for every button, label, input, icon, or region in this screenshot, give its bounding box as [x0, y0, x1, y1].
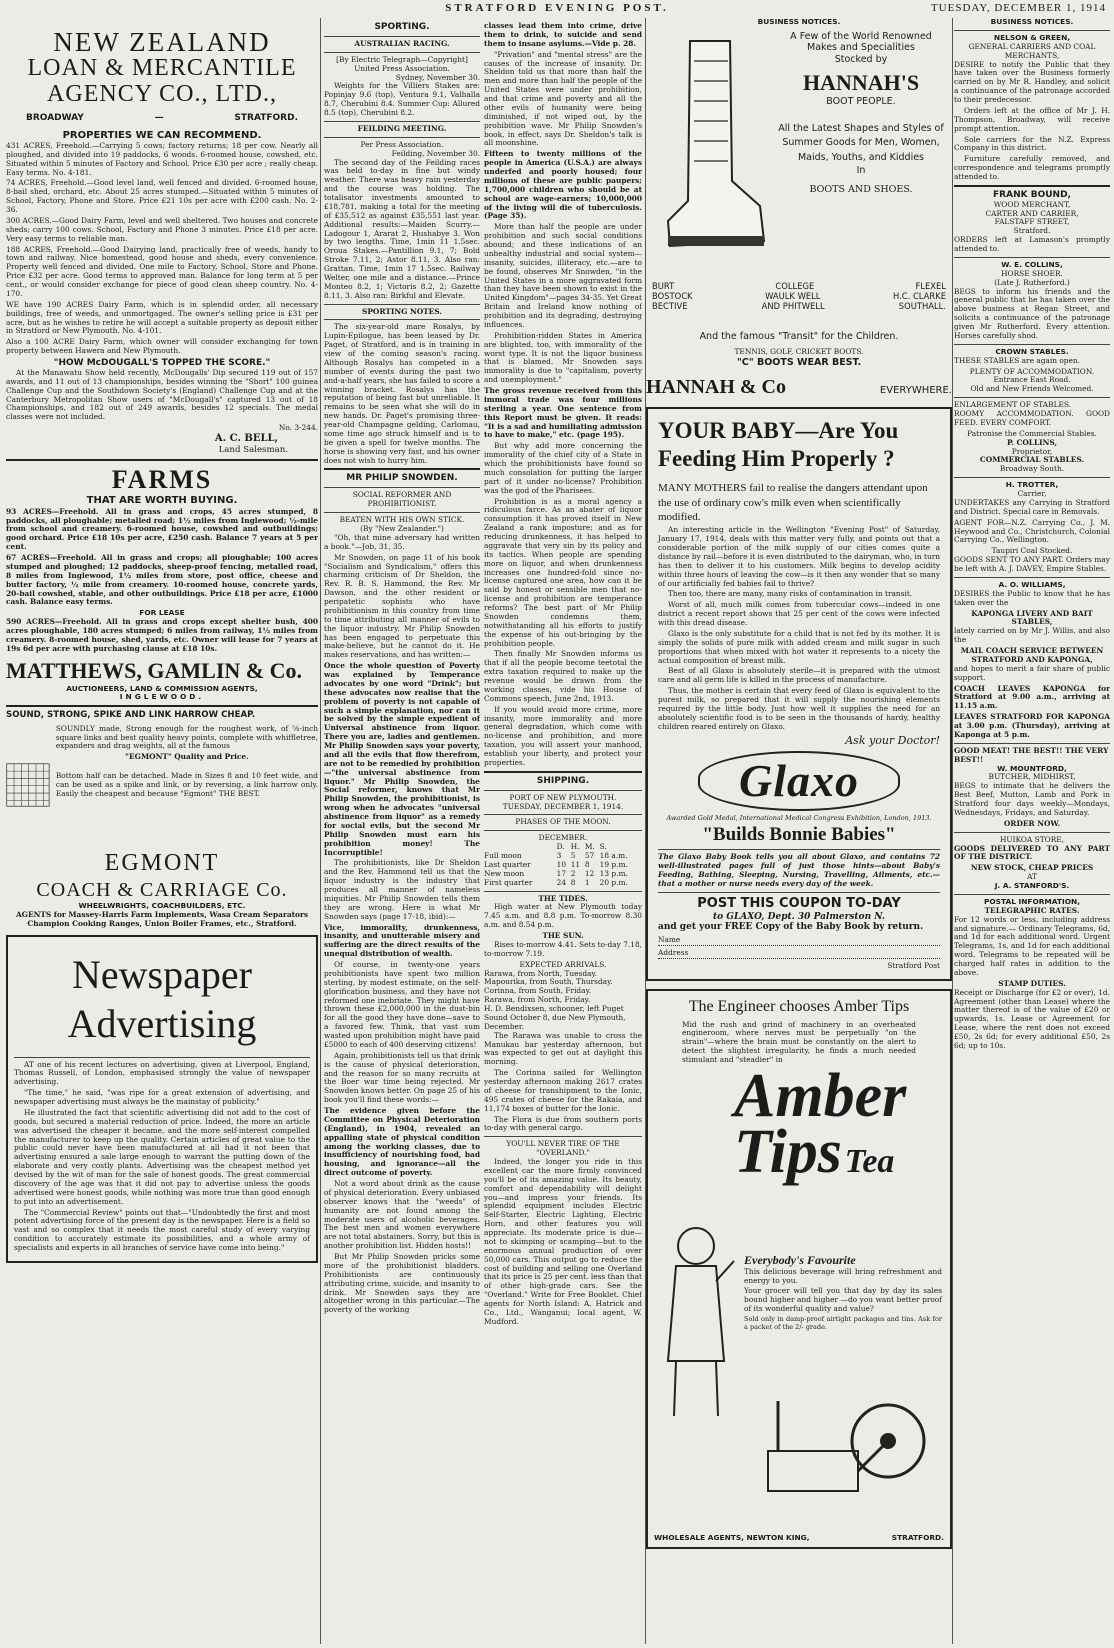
collins-sub2: (Late J. Rutherford.) — [994, 277, 1070, 287]
snowden-byline: (By "New Zealander.") — [360, 524, 444, 534]
amber-sold: Sold only in damp-proof airtight packages and tins. Ask for a packet of the 2/- grade. — [744, 1315, 942, 1331]
overland-body: Indeed, the longer you ride in this excellent car the more firmly convinced you'll be of its amazing value. Its beauty, comfort and dependability will delight you—and impress your friends. Its splendid equipment includes Electric Self-Starter, Electric Lighting, Electric Horn, and other features you will appreciate. Its moderate price is due—not to skimping or scamping—but to the enormous annual production of over 50,000 cars. This output go to reduce the cost of building and selling one Overland that its price is 25 per cent. less than that of other high-grade cars. See the "Overland." Write for Free Booklet. Chief agents for North Island: A. Hatrick and Co., Ltd., Wanganui; local agent, W. Mudford. — [484, 1157, 642, 1326]
coach-leaves: COACH LEAVES KAPONGA for Stratford at 9.00 a.m., arriving at 11.15 a.m. — [954, 683, 1110, 711]
nz-title-1: NEW ZEALAND — [53, 27, 271, 57]
sun-head: THE SUN. — [542, 931, 584, 941]
snowden-para: Prohibition is as a moral agency a ridiculous farce. As an abater of liquor consumption it has proved itself in New Zealand a rank imposture; and as for reducing drunkenness, it has helped to aggravate that very sin by its policy and its tactics. When people are spending more on liquor, and when drunkenness increases one hundred-fold since no-license captured one area, how can it be said by honest or sensible men that no-license and prohibition are temperance reforms? The best part of Mr Philip Snowden condemns them, notwithstanding all his efforts to justify the expense of his out-bringing by the prohibition people. — [484, 496, 642, 648]
hannah-in: In — [856, 164, 866, 176]
snowden-quote: classes lead them into crime, drive them to drink, to suicide and send them to insane asylums.—Vide p. 28. — [484, 21, 642, 48]
glaxo-post: POST THIS COUPON TO-DAY — [697, 895, 901, 911]
nelson-e: Furniture carefully removed, and correspondence and telegrams promptly attended to. — [954, 154, 1110, 181]
glaxo-ask: Ask your Doctor! — [845, 733, 940, 747]
good-meat: GOOD MEAT! THE BEST!! THE VERY BEST!! — [954, 745, 1109, 764]
hannah-footer-r: EVERYWHERE. — [879, 384, 952, 396]
nz-addr-right: STRATFORD. — [234, 112, 298, 123]
stamp-head: STAMP DUTIES. — [998, 978, 1066, 988]
snowden-para: Again, prohibitionists tell us that drink is the cause of physical deterioration, and the reason for so many recruits at the Boer war time being rejected. Mr Snowden knows better. On page 25 of his book you'll find these words:— — [324, 1050, 480, 1105]
matthews-sub1: AUCTIONEERS, LAND & COMMISSION AGENTS, — [66, 683, 258, 693]
harrow-name: "EGMONT" Quality and Price. — [125, 752, 249, 762]
moon-head: PHASES OF THE MOON. — [515, 817, 611, 827]
property-item: 74 ACRES, Freehold.—Good level land, well fenced and divided. 6-roomed house, 8-bail shed, orchard, etc. About 25 acres stumped.—Situated within 5 minutes of School, Factory, Phone and Store. Price £21 10s per acre with £200 cash. No. 2-36. — [6, 178, 318, 214]
snowden-quote: The gross revenue received from this immoral trade was four millions sterling a year. One sentence from this Report must be given. It reads: "It is a sad and humiliating admission to have to make," etc. (page 195). — [484, 386, 642, 440]
egmont-title-2: COACH & CARRIAGE Co. — [36, 879, 288, 901]
moon-cell: 8 — [570, 877, 576, 887]
bound-sub: WOOD MERCHANT, — [993, 199, 1071, 209]
nz-title-2: LOAN & MERCANTILE — [27, 55, 297, 82]
newspaper-advertising-article — [6, 935, 318, 1263]
at: AT — [1027, 872, 1037, 882]
harrow-body-2: Bottom half can be detached. Made in Sizes 8 and 10 feet wide, and can be used as a spike and link, or by reversing, a link harrow only. Easily the cheapest and because "Egmont" THE BEST. — [55, 771, 318, 798]
collins-head: W. E. COLLINS, — [1001, 259, 1063, 269]
moon-phase: Last quarter — [484, 859, 531, 869]
hannah-l2: Makes and Specialities — [807, 42, 915, 54]
brand: FLEXEL — [915, 280, 946, 291]
feilding-body: The second day of the Feilding races was held to-day in fine but windy weather. There was heavy rain yesterday and the course was holding. The totalisator investments amounted to £18,781, making a total for the meeting of £35,512 as against £35,551 last year. Additional results:—Maiden Scurry.—Ladogour 1, Ararat 2, Hushabye 3. Won by two lengths. Time, 1min 11 1.5sec. Oroua Stakes.—Pantillion 9.1, 7; Bold Stroke 7.11, 2; Astor 8.11, 3. Also ran: Grattan. Time, 1min 17 1.5sec. Railway Welter, one mile and a distance.—Prince Monteo 8.2, 1; Victoris 8.2, 2; Gazette 8.11, 3. Also ran: Birkful and Elevate. — [324, 157, 480, 300]
snowden-quote: Fifteen to twenty millions of the people in America (U.S.A.) are always underfed and poorly housed; four millions of these are public paupers; 1,700,000 children who should be at school are wage-earners; 10,000,000 of the living will die of tuberculosis. (Page 35). — [484, 149, 642, 221]
moon-cell: 19 p.m. — [599, 859, 628, 869]
overland-head: YOU'LL NEVER TIRE OF THE "OVERLAND." — [506, 1139, 620, 1158]
hannah-transit: And the famous "Transit" for the Children. — [699, 330, 899, 342]
snowden-para: Not a word about drink as the cause of physical deterioration. Every unbiased observer knows that the "weeds" of humanity are not found among the moderate users of alcoholic beverages. The best men and women everywhere are not total abstainers. Sorry, but this is another prohibition list. Hidden hosts!! — [324, 1179, 480, 1251]
moon-table — [484, 843, 642, 887]
arrival-item: Rarawa, from North, Friday. — [484, 995, 591, 1005]
column-4 — [954, 18, 1110, 1644]
matthews-sub2: INGLEWOOD. — [119, 692, 205, 702]
tides-body: High water at New Plymouth today 7.45 a.m. and 8.8 p.m. To-morrow 8.30 a.m. and 8.54 p.m. — [484, 902, 642, 930]
williams-body: DESIRES the Public to know that he has taken over the — [954, 588, 1110, 607]
column-1 — [6, 18, 318, 1644]
order-now: ORDER NOW. — [1003, 818, 1061, 828]
moon-cell: 57 — [584, 851, 595, 861]
farms-sub: THAT ARE WORTH BUYING. — [86, 495, 238, 507]
moon-cell: 3 — [556, 851, 562, 861]
moon-cell: 5 — [570, 851, 576, 861]
glaxo-h2: Feeding Him Properly ? — [658, 446, 895, 472]
nelson-d: Sole carriers for the N.Z. Express Company in this district. — [954, 134, 1110, 153]
amber-grocer: Your grocer will tell you that day by day its sales bound higher and higher —do you want better proof of its wonderful quality and value? — [744, 1286, 942, 1314]
snowden-quote: Vice, immorality, drunkenness, insanity, and unutterable misery and suffering are the direct results of the unequal distribution of wealth. — [324, 922, 480, 959]
new-stock: NEW STOCK, CHEAP PRICES — [970, 863, 1094, 873]
glaxo-award: Awarded Gold Medal, International Medical Congress Exhibition, London, 1913. — [666, 814, 932, 823]
glaxo-slogan: "Builds Bonnie Babies" — [702, 823, 896, 845]
moon-cell: 1 — [584, 877, 590, 887]
roomy: ROOMY ACCOMMODATION. GOOD FEED. EVERY COMFORT. — [954, 409, 1110, 427]
moon-cell: 24 — [556, 877, 567, 887]
property-item: 431 ACRES, Freehold.—Carrying 5 cows; factory returns; 18 per cow. Nearly all ploughed, and divided into 19 paddocks, 6 woods. 6-roomed house, cowshed, etc. Situated within 5 minutes of Factory and School. Price £30 per acre ; really cheap. Easy terms. No. 4-181. — [6, 140, 318, 177]
snowden-para: But Mr Philip Snowden pricks some more of the prohibitionist bladders. Prohibitionists are continuously attributing crime, suicide, and insanity to drink. Mr Snowden says they are altogether wrong in this particular.—The poverty of the working — [324, 1252, 480, 1315]
bound-head: FRANK BOUND, — [993, 189, 1071, 200]
enlargement: ENLARGEMENT OF STABLES. — [954, 400, 1072, 410]
tides-head: THE TIDES. — [538, 893, 588, 903]
moon-phase: New moon — [484, 868, 525, 878]
snowden-para: Then finally Mr Snowden informs us that if all the people become teetotal the extra taxation required to make up the revenue would be drawn from the working classes, vide his House of Commons speech, June 2nd, 1913. — [484, 649, 642, 703]
harrow-body: SOUNDLY made, Strong enough for the roughest work, of ⅝-inch square links and best quality heavy points, complete with whiffletree, expanders and drag weights, all at the famous — [55, 723, 318, 751]
moon-col: D. — [556, 842, 565, 852]
bound-sub3: FALSTAFF STREET, — [994, 217, 1070, 227]
arrival-item: H. D. Bendixsen, schooner, left Puget Sound October 8, due New Plymouth, December. — [484, 1004, 626, 1031]
coupon-address-field[interactable]: Address — [658, 949, 940, 959]
hannah-sub: BOOT PEOPLE. — [826, 96, 896, 108]
glaxo-logo: Glaxo — [698, 751, 900, 811]
na-title-1: Newspaper — [72, 952, 252, 998]
crown-c: PLENTY OF ACCOMMODATION. — [969, 366, 1095, 376]
snowden-quote: The evidence given before the Committee on Physical Deterioration (England), in 1904, revealed an appalling state of physical condition among the working classes, due to insufficiency of nourishing food, bad housing, and ignorance—all the direct outcome of poverty. — [324, 1106, 480, 1178]
brand: H.C. CLARKE — [892, 291, 946, 302]
na-para: AT one of his recent lectures on advertising, given at Liverpool, England, Thomas Russell, of London, emphasised strongly the value of newspaper advertising. — [14, 1059, 310, 1087]
feilding-head: FEILDING MEETING. — [357, 123, 447, 133]
postal-head: POSTAL INFORMATION, — [983, 896, 1080, 906]
collins-body: BEGS to inform his friends and the general public that he has taken over the above business at Regan Street, and solicits a continuance of the patronage given Mr Rutherford. Every attention. Horses carefully shod. — [954, 286, 1110, 340]
crown-b: THESE STABLES are again open. — [954, 355, 1080, 365]
egmont-agents: AGENTS for Massey-Harris Farm Implements, Wasa Cream Separators Champion Cooking Ranges, Union Boiler Frames, etc., Stratford. — [15, 910, 309, 929]
rarawa-note: The Rarawa was unable to cross the Manukau bar yesterday afternoon, but was expected to get out at daylight this morning. — [484, 1030, 642, 1067]
glaxo-para: Then too, there are many, many risks of contamination in transit. — [668, 589, 913, 599]
masthead-title: STRATFORD EVENING POST. — [445, 2, 669, 14]
egmont-sub: WHEELWRIGHTS, COACHBUILDERS, ETC. — [78, 901, 246, 911]
arrivals-head: EXPECTED ARRIVALS. — [519, 959, 607, 969]
glaxo-paper: Stratford Post — [887, 961, 940, 971]
arrival-item: Corinna, from South, Friday. — [484, 986, 592, 996]
huikoa: HUIKOA STORE, — [999, 834, 1065, 844]
prop: Proprietor, — [1011, 446, 1053, 456]
amber-foot-r: STRATFORD. — [891, 1533, 944, 1543]
nelson-body: DESIRE to notify the Public that they have taken over the Business formerly carried on by Mr R. Handley, and solicit a continuance of the patronage accorded to their predecessor. — [954, 59, 1110, 104]
glaxo-get: and get your FREE Copy of the Baby Book by return. — [658, 922, 924, 933]
column-2b — [484, 18, 642, 1644]
flora-note: The Flora is due from southern ports to-day with general cargo. — [484, 1114, 642, 1133]
glaxo-to: to GLAXO, Dept. 30 Palmerston N. — [712, 911, 886, 922]
arrivals-list — [484, 970, 642, 1032]
stanford: J. A. STANFORD'S. — [994, 881, 1070, 891]
masthead-date: TUESDAY, DECEMBER 1, 1914 — [930, 2, 1106, 14]
tele-body: For 12 words or less, including address and signature.— Ordinary Telegrams, 6d, and 1d for each additional word. Urgent Telegrams, 1s, and 1d for each additional word. Telegrams to be repeated will be charged half rates in addition to the above. — [954, 914, 1110, 977]
patron: Patronise the Commercial Stables. — [967, 428, 1097, 438]
harrow-illustration — [6, 725, 50, 845]
trotter-goods: GOODS SENT TO ANY PART. Orders may be left with A. J. DAVEY, Empire Stables. — [954, 555, 1110, 574]
snowden-sub2: BEATEN WITH HIS OWN STICK. — [339, 515, 465, 525]
lease-heading: FOR LEASE — [139, 608, 185, 618]
moon-col: M. — [584, 842, 595, 852]
hannah-l1: A Few of the World Renowned — [790, 30, 932, 42]
shipping-date: TUESDAY, DECEMBER 1, 1914. — [502, 801, 624, 811]
corinna-note: The Corinna sailed for Wellington yesterday afternoon making 2617 crates of cheese for transhipment to the Ionic, 495 crates of cheese for the Rakaia, and 11,174 boxes of butter for the Ionic. — [484, 1068, 642, 1113]
commercial: COMMERCIAL STABLES. — [979, 455, 1085, 465]
racing-body: Weights for the Villiers Stakes are: Popinjay 9.6 (top), Ventura 9.1, Valhalla 8.7, Cherubini 8.4. Summer Cup: Allured 8.5 (top), Cherubini 8.2. — [324, 81, 480, 118]
brand: COLLEGE — [775, 280, 815, 291]
moon-cell: 11 — [570, 859, 581, 869]
notes-head: SPORTING NOTES. — [362, 306, 442, 316]
nelson-sub: GENERAL CARRIERS AND COAL MERCHANTS, — [968, 41, 1096, 60]
property-item: WE have 190 ACRES Dairy Farm, which is in splendid order, all necessary buildings, free of weeds, and unmortgaged. The owner's selling price is £31 per acre, but as he wishes to retire he will accept a suitable property as deposit either in Stratford or New Plymouth. No. 4-101. — [6, 299, 318, 336]
agent-role: Land Salesman. — [218, 445, 288, 456]
moon-cell: 18 a.m. — [599, 851, 628, 861]
nz-addr-mid: — — [154, 112, 164, 123]
pcollins: P. COLLINS, — [1006, 437, 1058, 447]
feilding-dateline: Feilding, November 30. — [391, 148, 480, 158]
snowden-sub: SOCIAL REFORMER AND PROHIBITIONIST. — [352, 490, 452, 509]
trotter-agent: AGENT FOR—N.Z. Carrying Co., J. M. Heywood and Co., Christchurch, Colonial Carrying Co., Wellington. — [954, 517, 1110, 545]
snowden-quote: Once the whole question of Poverty was explained by Temperance advocates by one word "Drink"; but these advocates now realise that the problem of poverty is not capable of such a simple explanation, nor can it be solved by the simple expedient of Universal abstinence from liquor. There you are, ladies and gentlemen. Mr Philip Snowden says your poverty, and all the evils that flow therefrom, are not to be remedied by prohibition—"the universal abstinence from liquor." Mr Philip Snowden, the Social reformer, knows that Mr Philip Snowden, the prohibitionist, is wrong when he advocates "universal abstinence from liquor" as a remedy for social evils, but the second Mr Philip Snowden must earn his prohibition money! The Incorruptible! — [324, 661, 480, 857]
nz-loan-ad — [6, 28, 318, 456]
brand: SOUTHALL. — [898, 301, 946, 312]
arrival-item: Mapourika, from South, Thursday. — [484, 977, 613, 987]
stamp-body: Receipt or Discharge (for £2 or over), 1d. Agreement (other than Lease) where the matter thereof is of the value of £20 or upwards, 1s. Lease or Agreement for Lease, where the rent does not exceed £50, 2s 6d; for every additional £50, 2s 6d; up to 10s. — [954, 987, 1110, 1050]
crown-head: CROWN STABLES. — [995, 346, 1069, 356]
property-item: Also a 100 ACRE Dairy Farm, which owner will consider exchanging for town property between Hawera and New Plymouth. — [6, 337, 318, 356]
amber-fav-body: This delicious beverage will bring refreshment and energy to you. — [744, 1266, 942, 1285]
biz-head: BUSINESS NOTICES. — [757, 18, 841, 26]
hannah-boots: BOOTS AND SHOES. — [809, 184, 913, 196]
nz-addr-left: BROADWAY — [26, 112, 84, 123]
amber-logo-tea: Tea — [844, 1142, 895, 1180]
brand: WAULK WELL — [765, 291, 821, 302]
mountford-head: W. MOUNTFORD, — [997, 763, 1067, 773]
snowden-para: But why add more concerning the immorality of the chief city of a State in which the prohibitionists have found so much consolation for putting the larger part of it under no-license? Prohibition was the god of the Pharisees. — [484, 441, 642, 495]
score-heading: "HOW McDOUGALL'S TOPPED THE SCORE." — [53, 358, 271, 368]
collins-sub: HORSE SHOER. — [1001, 268, 1063, 278]
bound-body: ORDERS left at Lamason's promptly attended to. — [954, 235, 1110, 254]
hannah-tennis: TENNIS, GOLF, CRICKET BOOTS. — [734, 347, 864, 357]
glaxo-lead: MANY MOTHERS fail to realise the dangers attendant upon the use of ordinary cow's milk even when scientifically modified. — [658, 482, 928, 523]
shipping-head: SHIPPING. — [536, 775, 590, 786]
lease-item: 590 ACRES—Freehold. All in grass and crops except shelter bush, 400 acres ploughable, 180 acres stumped; 6 miles from railway, 1½ miles from creamery. 8-roomed house, shed, yards, etc. Owner will lease for 7 years at 19s 6d per acre with purchasing clause at £18 10s. — [6, 617, 318, 653]
trotter-body: UNDERTAKES any Carrying in Stratford and District. Special care in Removals. — [954, 497, 1110, 516]
amber-tips-ad — [646, 989, 952, 1549]
bound-sub4: Stratford. — [1013, 226, 1051, 236]
engine-illustration — [758, 1391, 928, 1501]
bound-sub2: CARTER AND CARRIER, — [985, 208, 1079, 218]
brand: AND PHITWELL — [761, 301, 825, 312]
notes-body: The six-year-old mare Rosalys, by Lupin-Epilogue, has been leased by Dr. Paget, of Stratford, and is in training in view of the coming season's racing. Although Rosalys has competed in a number of events during the past two and-a-half years, she has failed to score a winning bracket. Rosalys has the reputation of being fast but unreliable. It remains to be seen what she will do in new hands. Dr. Paget's promising three-year-old Champagne gelding, Carlomau, some time ago struck himself and is to be given a spell for twelve months. The horse is showing very fast, and his owner does not wish to hurry him. — [324, 322, 480, 465]
crown-e: Old and New Friends Welcomed. — [970, 384, 1094, 394]
agent-name: A. C. BELL, — [214, 433, 278, 445]
hannah-footer-l: HANNAH & Co — [646, 375, 786, 398]
moon-phase: First quarter — [484, 877, 533, 887]
hannah-ad — [646, 31, 952, 331]
moon-col: S. — [599, 842, 607, 852]
column-rule — [320, 18, 321, 1644]
brand: BECTIVE — [652, 301, 688, 312]
moon-cell: 2 — [570, 868, 576, 878]
moon-cell: 12 — [584, 868, 595, 878]
harrow-ad — [6, 710, 318, 929]
nelson-c: Orders left at the office of Mr J. H. Thompson, Broadway, will receive prompt attention. — [954, 105, 1110, 133]
mountford-sub: BUTCHER, MIDHIRST, — [988, 772, 1076, 782]
hannah-c: "C" BOOTS WEAR BEST. — [736, 357, 862, 369]
na-para: He illustrated the fact that scientific advertising did not add to the cost of goods, but secured a material reduction of price. Indeed, the more an article was advertised the cheaper it became, and the more self-interest compelled the manufacturer to keep up the quality. Certain articles of great value to the public could never have been manufactured at all had it not been that advertising ensured a sale large enough to warrant the putting down of the elaborate and very costly plants. Advertising was the cheapest method yet devised by the wit of man for the sale of honest goods. The great commercial discovery of the age was that it did not pay to advertise unless the goods advertised were honest goods, while nothing was more true than good enough to put into an advertisement. — [14, 1107, 310, 1206]
masthead — [0, 2, 1114, 18]
feilding-src: Per Press Association. — [360, 139, 444, 149]
amber-body: Mid the rush and grind of machinery in an overheated engineroom, where nerves must be perpetually "on the strain"—where the brain must be constantly on the alert to detect the slightest irregularity, he finds a much needed stimulant and "steadier" in — [682, 1019, 916, 1065]
property-item: 300 ACRES.—Good Dairy Farm, level and well sheltered. Two houses and concrete sheds; carry 100 cows. School, Factory and Phone 3 minutes. Price £18 per acre. Very easy terms to reliable man. — [6, 215, 318, 243]
nelson-head: NELSON & GREEN, — [993, 32, 1071, 42]
amber-foot-l: WHOLESALE AGENTS, NEWTON KING, — [654, 1533, 810, 1543]
snowden-para: The prohibitionists, like Dr Sheldon and the Rev. Hammond tell us that the liquor industry is the industry that produces all manner of nameless iniquities. Mr Philip Snowden tells them they are wrong. Here is what Mr Snowden says (page 17-18, ibid):— — [324, 858, 480, 921]
kaponga: KAPONGA LIVERY AND BAIT STABLES, — [971, 608, 1093, 627]
engineer-illustration — [656, 1221, 736, 1421]
trotter-sub: Carrier, — [1017, 489, 1047, 499]
snowden-para: More than half the people are under prohibition and such social conditions abound; and these indications of an unhealthy industrial and social system—insanity, suicides, illiteracy, etc.—are to be found, observes Mr Snowden, "in the United States in a more aggravated form than they have been shown to exist in the United Kingdom"—pages 34-35. Yet Great Britain and Ireland know nothing of prohibition and its degrading, destroying influences. — [484, 222, 642, 329]
racing-src: [By Electric Telegraph—Copyright] United Press Association. — [336, 54, 468, 73]
moon-row — [484, 879, 642, 888]
na-title-2: Advertising — [67, 1000, 257, 1046]
sporting-head: SPORTING. — [374, 22, 430, 32]
snowden-head: MR PHILIP SNOWDEN. — [346, 473, 458, 484]
snowden-para: Mr Snowden, on page 11 of his book "Socialism and Syndicalism," offers this charming criticism of Dr Sheldon, the Rev. R. B. S. Hammond, the Rev. Mr Dawson, and the other resident or peripatetic sophists who have prohibitionism in this country from time to time attributing all manner of evils to the liquor industry. Mr Philip Snowden has been engaged to perpetuate this make-believe, but he cannot do it. He makes reservations, and has written:— — [324, 552, 480, 660]
farms-ad — [6, 464, 318, 702]
mail-b: and hopes to merit a fair share of public support. — [954, 663, 1110, 682]
moon-col: H. — [570, 842, 580, 852]
trotter-head: H. TROTTER, — [1005, 480, 1059, 490]
arrival-item: Rarawa, from North, Tuesday. — [484, 968, 597, 978]
snowden-para: Prohibition-ridden States in America are blighted, too, with immorality of the worst type. It is not the liquor business that is blamed. Mr Snowden says immorality is due to "capitalism, poverty and unemployment." — [484, 330, 642, 385]
nz-title-3: AGENCY CO., LTD., — [47, 80, 277, 107]
glaxo-para: Glaxo is the only substitute for a child that is not fed by its mother. It is simply the solids of pure milk with added cream and milk sugar in such proportions that when mixed with hot water it represents to a nicety the actual composition of breast milk. — [658, 628, 940, 665]
glaxo-h1: YOUR BABY—Are You — [658, 418, 899, 444]
column-3 — [646, 18, 952, 1644]
na-para: The "Commercial Review" points out that—"Undoubtedly the first and most potent advertising force of the present day is the newspaper. Here is a field so vast and so complex that it needs the most careful study of every varying condition to accurately estimate its possibilities, and a whole army of specialists and experts in all branches of service have come into being." — [14, 1207, 310, 1253]
hannah-name: HANNAH'S — [802, 69, 920, 95]
biz-head-right: BUSINESS NOTICES. — [990, 18, 1074, 26]
amber-logo-1: Amber — [734, 1061, 907, 1130]
hannah-l3: Stocked by — [834, 54, 888, 66]
snowden-para: "Oh, that mine adversary had written a book."—Job, 31, 35. — [324, 532, 480, 551]
score-body: At the Manawatu Show held recently, McDougalls' Dip secured 119 out of 157 awards, and 11 out of 13 championships, besides winning the "Short" 100 guinea Challenge Cup and the Southdown Society's (England) Challenge Cup and at the Canterbury Metropolitan Show users of "McDougall's" captured 13 out of 18 Championships, and 182 out of 249 awards, besides 12 specials. The medal classes were not included. — [6, 367, 318, 422]
glaxo-para: An interesting article in the Wellington "Evening Post" of Saturday, January 17, 1914, deals with this matter very fully, and points out that a considerable portion of the milk supply of our cities comes quite a distance by rail—before it is even distributed to the dairyman, who, in turn has then to deliver it to his customers. Milk begins to develop acidity within three hours of leaving the cow—is it then any wonder that so many of our artificially fed babies fail to thrive? — [658, 525, 940, 588]
column-2a — [324, 18, 480, 1644]
sun-body: Rises to-morrow 4.41. Sets to-day 7.18, to-morrow 7.19. — [484, 939, 642, 958]
moon-cell: 17 — [556, 868, 567, 878]
moon-cell: 8 — [584, 859, 590, 869]
snowden-para: "Privation" and "mental stress" are the causes of the increase of insanity. Dr. Sheldon told us that more than half the men and more than half the people of the United States were under prohibition, and that crime and poverty and all the other evils of humanity were being diminished, if not wiped out, by the prohibition wave. Mr Philip Snowden's book, in effect, says Dr. Sheldon's talk is all moonshine. — [484, 49, 642, 148]
bsouth: Broadway South. — [999, 464, 1065, 474]
farm-item: 67 ACRES—Freehold. All in grass and crops; all ploughable; 100 acres stumped and ploughed; 12 paddocks, sheep-proof fencing, metalled road, 8 miles from Inglewood, 1½ miles from store, post office, cheese and butter factory, ½ mile from creamery. 10-roomed house, concrete yards, 20-bail cowshed, stable, and other outbuildings. Price £18 per acre, £1000 cash. Balance easy terms. — [6, 553, 318, 607]
glaxo-ad — [646, 407, 952, 981]
shipping-port: PORT OF NEW PLYMOUTH. — [509, 792, 617, 802]
leaves-stratford: LEAVES STRATFORD FOR KAPONGA at 3.00 p.m. (Thursday), arriving at Kaponga at 5 p.m. — [954, 712, 1110, 739]
hannah-body: All the Latest Shapes and Styles of Summer Goods for Men, Women, Maids, Youths, and Kiddies — [778, 123, 944, 163]
moon-phase: Full moon — [484, 851, 522, 861]
boot-illustration — [660, 31, 770, 271]
brand: BURT — [652, 280, 675, 291]
amber-heading: The Engineer chooses Amber Tips — [688, 998, 910, 1016]
racing-head: AUSTRALIAN RACING. — [354, 38, 450, 48]
kaponga-b: lately carried on by Mr J. Willis, and also the — [954, 626, 1110, 645]
glaxo-book: The Glaxo Baby Book tells you all about Glaxo, and contains 72 well-illustrated pages full of just those hints—about Baby's Feeding, Bathing, Sleeping, Nursing, Travelling, Ailments, etc.—that a mother or nurse needs every day of the week. — [658, 852, 940, 888]
glaxo-para: Thus, the mother is certain that every feed of Glaxo is equivalent to the purest milk, so prepared that it will supply the nourishing elements required by the little body. Just how well it supplies the need for an absolutely scientific food is to be seen in the thousands of hardy, healthy children reared entirely on Glaxo. — [658, 686, 940, 731]
snowden-para: Of course, in twenty-one years prohibitionists have spent two million sterling, by modest estimate, on the self-glorification business, and they have not reformed one inebriate. They might have thrown these £2,000,000 in the dust-bin for all the good they have done—save to a favored few. Think, that vast sum wasted upon prohibition might have paid £5000 to each of 400 deserving citizens! — [324, 960, 480, 1049]
moon-cell: 20 p.m. — [599, 877, 628, 887]
farms-title: FARMS — [111, 464, 213, 494]
mountford-body: BEGS to intimate that he delivers the Best Beef, Mutton, Lamb and Pork in Stratford four days weekly—Mondays, Wednesdays, Fridays, and Saturday. — [954, 781, 1110, 817]
amber-fav: Everybody's Favourite — [744, 1253, 856, 1268]
harrow-heading: SOUND, STRONG, SPIKE AND LINK HARROW CHEAP. — [6, 710, 256, 721]
williams-head: A. O. WILLIAMS, — [998, 579, 1066, 589]
moon-cell: 10 — [556, 859, 567, 869]
trotter-coal: Taupiri Coal Stocked. — [991, 546, 1073, 556]
farm-item: 93 ACRES—Freehold. All in grass and crops, 45 acres stumped, 8 paddocks, all ploughable; metalled road; 1½ miles from Inglewood; ½-mile from school and creamery. 6-roomed house, cowshed and outbuildings; good orchard. Price £18 10s per acre, £250 cash. Balance 7 years at 5 per cent. — [6, 506, 318, 552]
property-item: 188 ACRES, Freehold.—Good Dairying land, practically free of weeds, handy to town and railway. Nice homestead, good house and sheds, every convenience. Property well fenced and divided. One mile to Factory, School, Store and Phone. Price £32 per acre. Good terms to approved man. Balance for long term at 5 per cent., or would consider exchange for piece of good clean sheep country. No. 4-170. — [6, 244, 318, 298]
column-rule — [952, 18, 953, 1644]
goods-delivered: GOODS DELIVERED TO ANY PART OF THE DISTRICT. — [954, 843, 1110, 862]
moon-month: DECEMBER. — [538, 833, 588, 843]
moon-cell: 13 p.m. — [599, 868, 628, 878]
crown-d: Entrance East Road. — [993, 375, 1071, 385]
brand: BOSTOCK — [652, 291, 693, 302]
racing-dateline: Sydney, November 30. — [395, 72, 480, 82]
glaxo-para: Worst of all, much milk comes from tubercular cows—indeed in one district a recent report shows that 25 per cent of the cows were infected with this dread disease. — [658, 600, 940, 628]
glaxo-para: Best of all Glaxo is absolutely sterile—it is prepared with the utmost care and all germ life is killed in the process of manufacture. — [658, 666, 940, 685]
mail-coach: MAIL COACH SERVICE BETWEEN STRATFORD AND KAPONGA, — [960, 646, 1104, 664]
score-no: No. 3-244. — [278, 423, 318, 433]
egmont-title-1: EGMONT — [104, 849, 220, 876]
snowden-para: If you would avoid more crime, more insanity, more immorality and more general degradation, which come with no-license and prohibition, and more taxation, you will assert your manhood, establish your liberty, and protect your properties. — [484, 704, 642, 767]
coupon-name-field[interactable]: Name — [658, 936, 940, 946]
amber-logo-2: Tips — [734, 1117, 842, 1186]
props-heading: PROPERTIES WE CAN RECOMMEND. — [62, 129, 262, 141]
matthews-title: MATTHEWS, GAMLIN & Co. — [6, 657, 302, 683]
property-list — [6, 142, 318, 356]
tele-head: TELEGRAPHIC RATES. — [984, 905, 1080, 915]
na-para: "The time," he said, "was ripe for a great extension of advertising, and newspaper advertising must always be the mainstay of publicity." — [14, 1088, 310, 1107]
